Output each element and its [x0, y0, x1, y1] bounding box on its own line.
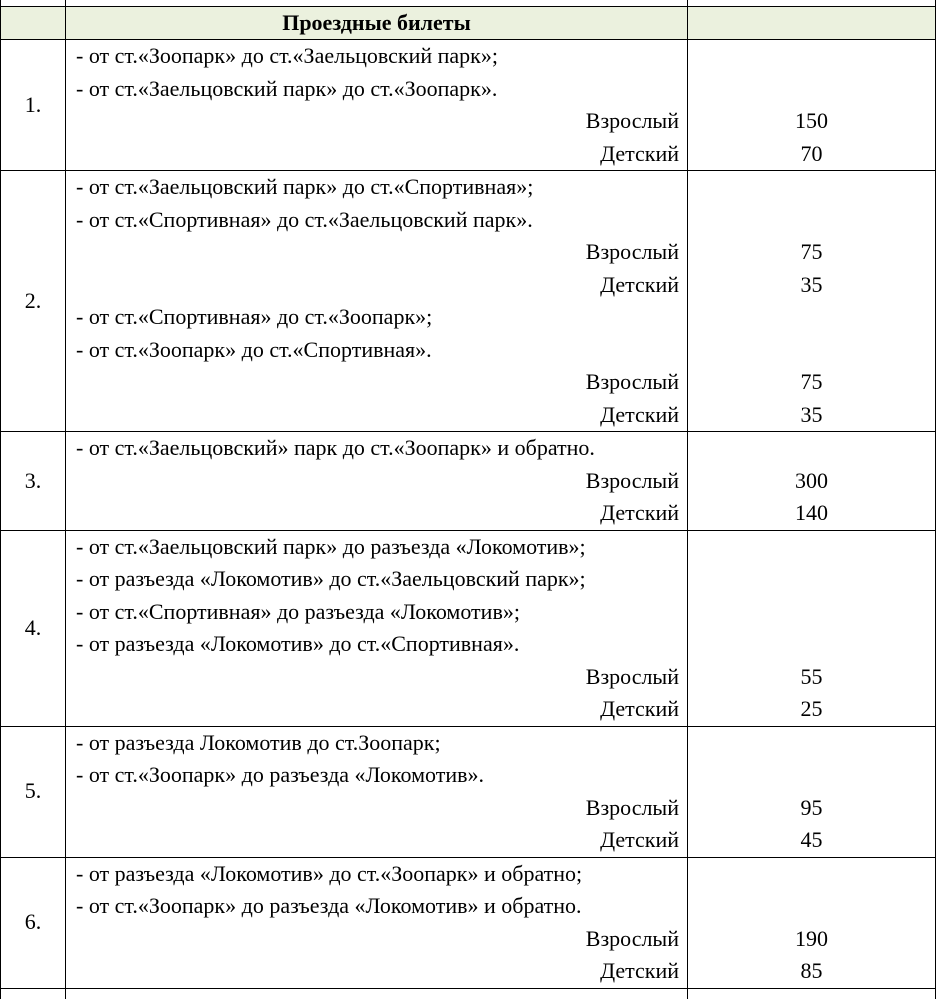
price-blank — [688, 301, 935, 334]
ticket-price: 190 — [795, 925, 828, 951]
ticket-price: 45 — [800, 827, 823, 852]
ticket-category-label: Взрослый — [585, 239, 679, 264]
cell-blank — [688, 988, 936, 999]
ticket-category-label: Детский — [600, 271, 679, 297]
ticket-price: 35 — [800, 271, 823, 297]
ticket-category-label: Взрослый — [585, 467, 679, 493]
ticket-group-row — [1, 432, 936, 531]
price-blank — [688, 727, 935, 760]
ticket-price: 35 — [800, 401, 823, 427]
route-line: - от ст.«Заельцовский парк» до разъезда «Локомотив»; — [76, 533, 586, 559]
route-line: - от разъезда «Локомотив» до ст.«Заельцовский парк»; — [76, 566, 586, 591]
ticket-price: 75 — [800, 239, 823, 264]
cell-blank — [66, 988, 688, 999]
price-blank — [688, 563, 935, 596]
ticket-category-label: Детский — [600, 500, 679, 525]
ticket-price: 75 — [800, 369, 823, 394]
ticket-group-row — [1, 40, 936, 171]
header-blank-cell — [688, 7, 936, 40]
price-blank — [688, 73, 935, 106]
price-blank — [688, 204, 935, 237]
route-line: - от разъезда «Локомотив» до ст.«Спортивная». — [76, 631, 520, 656]
route-line: - от ст.«Заельцовский парк» до ст.«Спортивная»; — [76, 174, 534, 199]
route-line: - от ст.«Зоопарк» до ст.«Спортивная». — [76, 336, 432, 362]
ticket-price: 55 — [800, 663, 823, 689]
section-header-row — [1, 7, 936, 40]
ticket-group-row — [1, 726, 936, 857]
row-number: 2. — [1, 171, 66, 432]
route-line: - от ст.«Спортивная» до ст.«Заельцовский парк». — [76, 206, 533, 232]
price-blank — [688, 40, 935, 73]
ticket-price: 70 — [800, 140, 823, 166]
ticket-price: 95 — [800, 794, 823, 820]
ticket-price: 25 — [800, 696, 823, 721]
ticket-category-label: Детский — [600, 401, 679, 427]
ticket-category-label: Взрослый — [585, 925, 679, 951]
ticket-group-row — [1, 530, 936, 726]
route-line: - от ст.«Спортивная» до разъезда «Локомотив»; — [76, 598, 520, 624]
ticket-category-label: Детский — [600, 958, 679, 983]
ticket-group-row — [1, 857, 936, 988]
ticket-category-label: Детский — [600, 140, 679, 166]
route-line: - от ст.«Заельцовский» парк до ст.«Зоопарк» и обратно. — [76, 435, 595, 460]
price-blank — [688, 858, 935, 891]
route-description-cell — [66, 530, 688, 726]
price-blank — [688, 759, 935, 792]
row-number: 6. — [1, 857, 66, 988]
route-line: - от ст.«Зоопарк» до ст.«Заельцовский парк»; — [76, 43, 498, 68]
header-blank-cell — [1, 7, 66, 40]
row-number: 4. — [1, 530, 66, 726]
price-blank — [688, 596, 935, 629]
price-blank — [688, 432, 935, 465]
price-cell — [688, 530, 936, 726]
price-blank — [688, 890, 935, 923]
price-blank — [688, 628, 935, 661]
route-description-cell — [66, 726, 688, 857]
route-line: - от ст.«Заельцовский парк» до ст.«Зоопарк». — [76, 75, 498, 101]
section-title: Проездные билеты — [66, 7, 688, 40]
price-cell — [688, 432, 936, 531]
price-cell — [688, 726, 936, 857]
ticket-price: 140 — [795, 500, 828, 525]
ticket-category-label: Взрослый — [585, 663, 679, 689]
route-description-cell — [66, 40, 688, 171]
route-line: - от разъезда «Локомотив» до ст.«Зоопарк» и обратно; — [76, 860, 583, 886]
route-description-cell — [66, 857, 688, 988]
price-cell — [688, 40, 936, 171]
price-table-body — [1, 0, 936, 999]
ticket-price: 85 — [800, 958, 823, 983]
cell-blank — [1, 988, 66, 999]
row-number: 3. — [1, 432, 66, 531]
row-number: 1. — [1, 40, 66, 171]
ticket-category-label: Взрослый — [585, 794, 679, 820]
route-line: - от ст.«Зоопарк» до разъезда «Локомотив» и обратно. — [76, 893, 582, 918]
ticket-category-label: Взрослый — [585, 108, 679, 133]
route-line: - от разъезда Локомотив до ст.Зоопарк; — [76, 729, 441, 755]
price-blank — [688, 334, 935, 367]
ticket-category-label: Детский — [600, 696, 679, 721]
ticket-price: 150 — [795, 108, 828, 133]
route-description-cell — [66, 432, 688, 531]
route-line: - от ст.«Спортивная» до ст.«Зоопарк»; — [76, 304, 433, 329]
price-blank — [688, 171, 935, 204]
next-row-remnant — [1, 988, 936, 999]
ticket-category-label: Детский — [600, 827, 679, 852]
ticket-group-row — [1, 171, 936, 432]
row-number: 5. — [1, 726, 66, 857]
route-line: - от ст.«Зоопарк» до разъезда «Локомотив». — [76, 762, 484, 787]
ticket-price: 300 — [795, 467, 828, 493]
ticket-category-label: Взрослый — [585, 369, 679, 394]
route-description-cell — [66, 171, 688, 432]
price-cell — [688, 171, 936, 432]
price-blank — [688, 531, 935, 564]
price-cell — [688, 857, 936, 988]
